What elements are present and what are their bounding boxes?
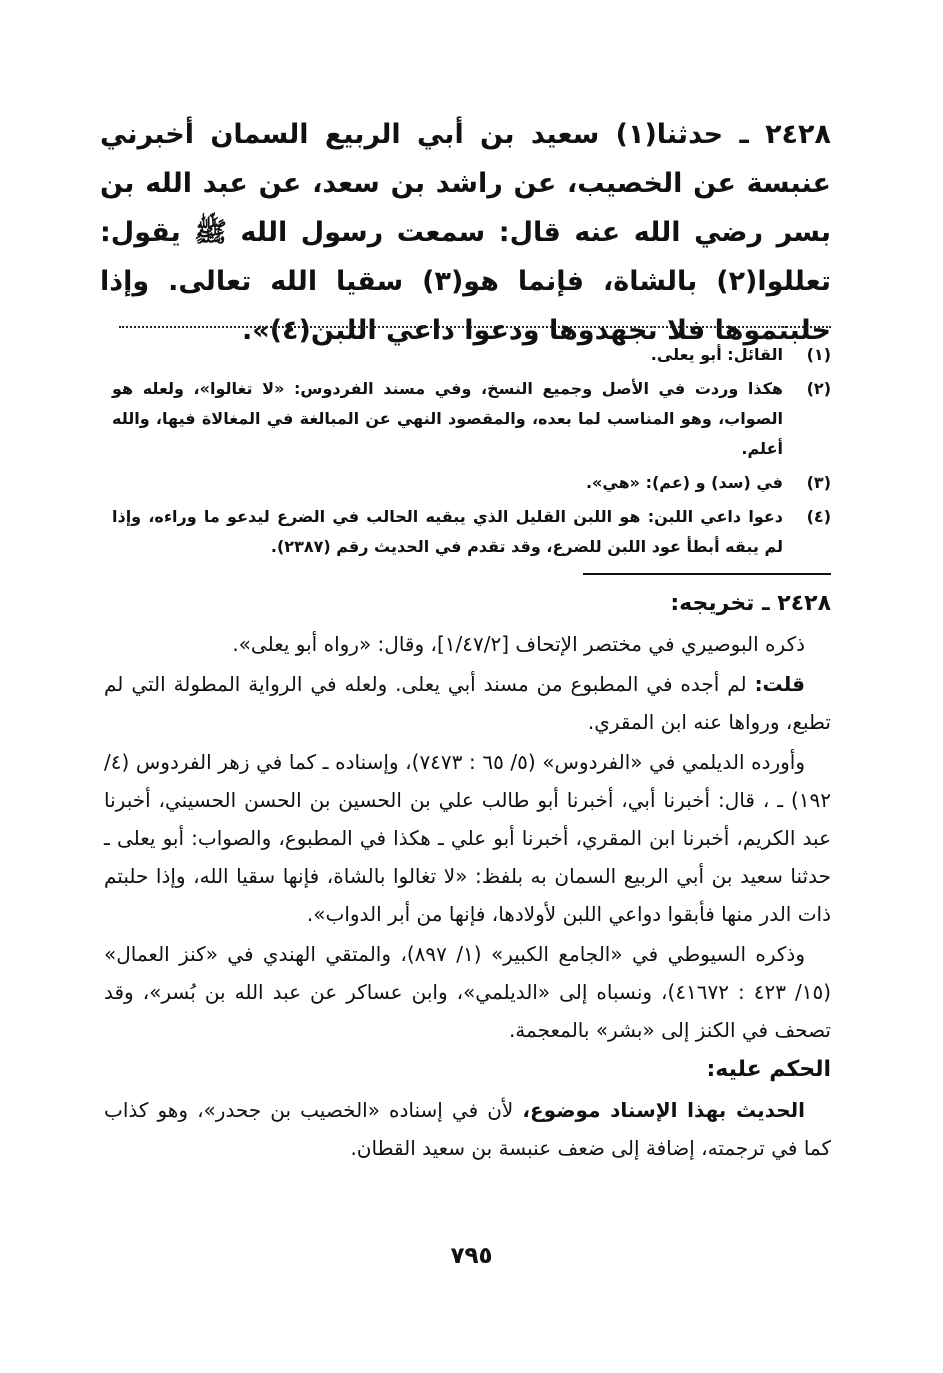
section-rule	[583, 573, 831, 575]
footnote	[112, 374, 831, 464]
footnote-number: (٣)	[806, 473, 831, 492]
footnote-number: (٤)	[806, 507, 831, 526]
page-number: ٧٩٥	[450, 1243, 493, 1269]
ruling-paragraph	[104, 1091, 831, 1167]
hadith-number: ٢٤٢٨	[765, 119, 831, 150]
hadith-text-block	[100, 110, 831, 355]
ruling-text: لأن في إسناده «الخصيب بن جحدر»، وهو كذاب كما في ترجمته، إضافة إلى ضعف عنبسة بن سعيد القطان.	[104, 1098, 831, 1160]
takhrij-paragraph	[104, 665, 831, 741]
takhrij-paragraph: ذكره البوصيري في مختصر الإتحاف [١/٤٧/٢]، وقال: «رواه أبو يعلى».	[232, 632, 805, 656]
hadith-body: ـ حدثنا(١) سعيد بن أبي الربيع السمان أخبرني عنبسة عن الخصيب، عن راشد بن سعد، عن عبد الله بن بسر رضي الله عنه قال: سمعت رسول الله ﷺ يقول: تعللوا(٢) بالشاة، فإنما هو(٣) سقيا الله تعالى. وإذا حلبتموها فلا تجهدوها ودعوا داعي اللبن(٤)».	[100, 119, 831, 346]
takhrij-paragraph: وذكره السيوطي في «الجامع الكبير» (١/ ٨٩٧)، والمتقي الهندي في «كنز العمال» (١٥/ ٤٢٣ : ٤١٦٧٢)، ونسباه إلى «الديلمي»، وابن عساكر عن عبد الله بن بُسر»، وقد تصحف في الكنز إلى «بشر» بالمعجمة.	[104, 942, 832, 1042]
qultu-label: قلت:	[754, 672, 805, 696]
footnote-text: القائل: أبو يعلى.	[650, 345, 783, 364]
footnote	[112, 502, 831, 562]
footnote-number: (١)	[806, 345, 831, 364]
takhrij-section	[104, 585, 831, 1169]
footnote	[112, 340, 831, 370]
footnote-number: (٢)	[806, 379, 831, 398]
takhrij-heading: ٢٤٢٨ ـ تخريجه:	[670, 591, 831, 616]
footnote	[112, 468, 831, 498]
takhrij-paragraph: وأورده الديلمي في «الفردوس» (٥/ ٦٥ : ٧٤٧٣)، وإسناده ـ كما في زهر الفردوس (٤/ ١٩٢) ـ ، قال: أخبرنا أبي، أخبرنا أبو طالب علي بن الحسين بن الحسن الحسيني، أخبرنا عبد الكريم، أخبرنا ابن المقري، أخبرنا أبو علي ـ هكذا في المطبوع، والصواب: أبو يعلى ـ حدثنا سعيد بن أبي الربيع السمان به بلفظ: «لا تغالوا بالشاة، فإنها سقيا الله، وإذا حلبتم ذات الدر منها فأبقوا دواعي اللبن لأولادها، فإنها من أبر الدواب».	[104, 750, 831, 926]
footnotes	[112, 340, 831, 566]
footnote-text: في (سد) و (عم): «هي».	[585, 473, 783, 492]
qultu-text: لم أجده في المطبوع من مسند أبي يعلى. ولعله في الرواية المطولة التي لم تطبع، ورواها عنه ابن المقري.	[104, 672, 831, 734]
footnote-text: دعوا داعي اللبن: هو اللبن القليل الذي يبقيه الحالب في الضرع ليدعو ما وراءه، وإذا لم يبقه أبطأ عود اللبن للضرع، وقد تقدم في الحديث رقم (٢٣٨٧).	[112, 507, 783, 556]
ruling-heading: الحكم عليه:	[706, 1057, 831, 1082]
footnote-text: هكذا وردت في الأصل وجميع النسخ، وفي مسند الفردوس: «لا تغالوا»، ولعله هو الصواب، وهو المناسب لما بعده، والمقصود النهي عن المبالغة في المغالاة فيها، والله أعلم.	[112, 379, 783, 458]
ruling-lead: الحديث بهذا الإسناد موضوع،	[522, 1098, 805, 1122]
footnote-separator	[119, 326, 831, 328]
